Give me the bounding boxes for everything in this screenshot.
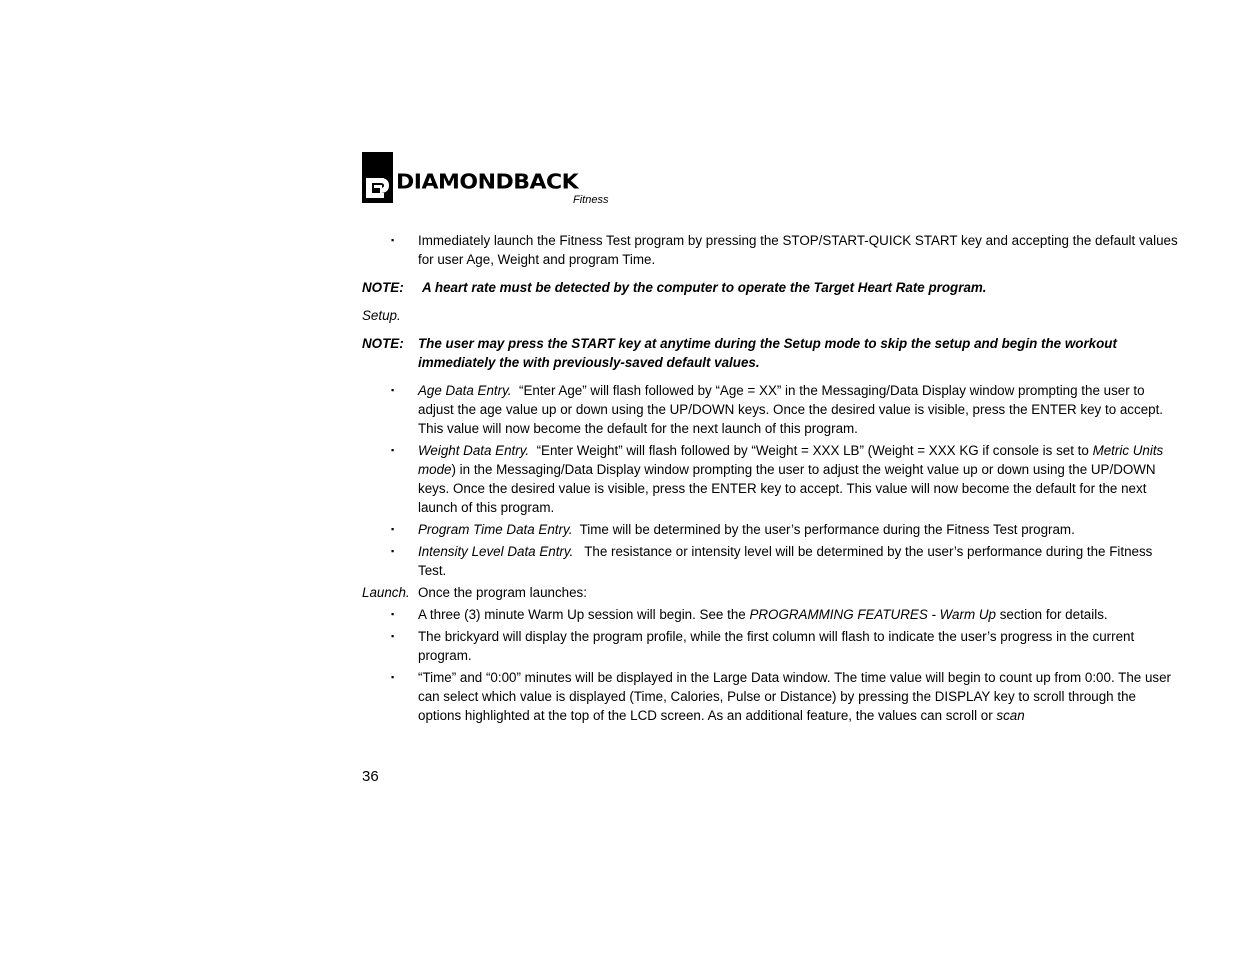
launch-text: Once the program launches:: [418, 585, 587, 600]
bullet-icon: ▪: [391, 546, 395, 556]
display-text-italic: scan: [996, 708, 1025, 723]
bullet-icon: ▪: [391, 524, 395, 534]
note-heart-rate: [362, 278, 1180, 297]
time-text: Time will be determined by the user’s performance during the Fitness Test program.: [579, 522, 1075, 537]
diamondback-logo: [362, 152, 622, 208]
intensity-text: The resistance or intensity level will be determined by the user’s performance during the Fitness Test.: [418, 544, 1153, 578]
bullet-launch-text: Immediately launch the Fitness Test program by pressing the STOP/START-QUICK START key and accepting the default values for user Age, Weight and program Time.: [418, 233, 1178, 267]
note-label: NOTE:: [362, 280, 404, 295]
logo-wordmark: DIAMONDBACK: [396, 171, 579, 195]
launch-line: [362, 583, 1180, 602]
time-title: Program Time Data Entry.: [418, 522, 573, 537]
list-item: [362, 520, 1180, 539]
list-item: [362, 441, 1180, 517]
bullet-icon: ▪: [391, 609, 395, 619]
age-title: Age Data Entry.: [418, 383, 512, 398]
weight-title: Weight Data Entry.: [418, 443, 530, 458]
weight-text-end: ) in the Messaging/Data Display window prompting the user to adjust the weight value up or down using the UP/DOWN keys. Once the desired value is visible, press the ENTER key to accept. This value will now become the default for the next launch of this program.: [418, 462, 1156, 515]
bullet-icon: ▪: [391, 235, 395, 245]
display-text: “Time” and “0:00” minutes will be displayed in the Large Data window. The time value will begin to count up from 0:00. The user can select which value is displayed (Time, Calories, Pulse or Distance) by pressing the DISPLAY key to scroll through the options highlighted at the top of the LCD screen. As an additional feature, the values can scroll or: [418, 670, 1171, 723]
weight-text: “Enter Weight” will flash followed by “Weight = XXX LB” (Weight = XXX KG if console is set to: [536, 443, 1089, 458]
launch-label: Launch.: [362, 585, 410, 600]
diamondback-emblem-icon: [362, 152, 393, 203]
warmup-text: A three (3) minute Warm Up session will begin. See the: [418, 607, 746, 622]
warmup-text-italic: PROGRAMMING FEATURES - Warm Up: [749, 607, 996, 622]
bullet-icon: ▪: [391, 385, 395, 395]
note-start-key: [362, 334, 1180, 372]
list-item: [362, 627, 1180, 665]
note-text: A heart rate must be detected by the computer to operate the Target Heart Rate program.: [422, 280, 987, 295]
page-number: 36: [362, 768, 379, 785]
warmup-text-end: section for details.: [999, 607, 1108, 622]
list-item: [362, 381, 1180, 438]
list-item: [362, 231, 1180, 269]
age-text: “Enter Age” will flash followed by “Age = XX” in the Messaging/Data Display window prompting the user to adjust the age value up or down using the UP/DOWN keys. Once the desired value is visible, press the ENTER key to accept. This value will now become the default for the next launch of this program.: [418, 383, 1164, 436]
bullet-icon: ▪: [391, 445, 395, 455]
note-text: The user may press the START key at anytime during the Setup mode to skip the setup and begin the workout immediately the with previously-saved default values.: [418, 336, 1117, 370]
note-label: NOTE:: [362, 336, 404, 351]
weight-text-italic: Metric Units mode: [418, 443, 1164, 477]
bullet-icon: ▪: [391, 672, 395, 682]
list-item: [362, 668, 1180, 725]
list-item: [362, 542, 1180, 580]
manual-content: [362, 231, 1180, 725]
bullet-icon: ▪: [391, 631, 395, 641]
list-item: [362, 605, 1180, 624]
brickyard-text: The brickyard will display the program profile, while the first column will flash to indicate the user’s progress in the current program.: [418, 629, 1135, 663]
logo-subtitle: Fitness: [573, 194, 609, 206]
setup-heading: Setup.: [362, 308, 401, 323]
intensity-title: Intensity Level Data Entry.: [418, 544, 574, 559]
